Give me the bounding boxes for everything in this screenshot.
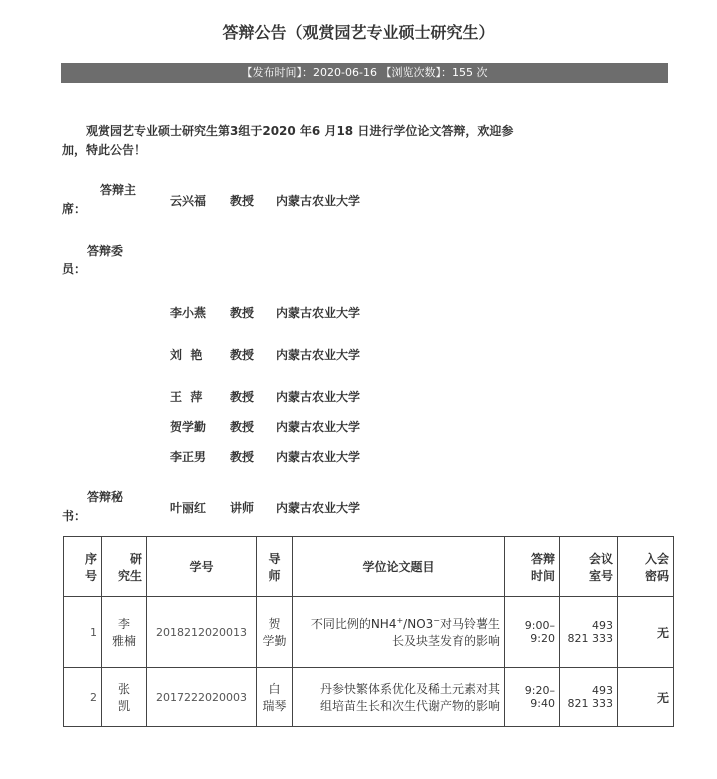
member-name: 贺学勤	[170, 420, 207, 434]
row-seq: 2	[64, 668, 102, 727]
view-count-label: 【浏览次数】	[380, 66, 441, 79]
chair-label-2: 席：	[62, 202, 87, 216]
row-thesis-title: 不同比例的NH4+/NO3−对马铃薯生 长及块茎发育的影响	[293, 597, 505, 668]
member-org: 内蒙古农业大学	[276, 390, 361, 404]
member-name: 王 萍	[170, 390, 203, 404]
view-count-unit: 次	[476, 66, 488, 79]
defense-schedule-table	[63, 536, 674, 727]
row-room-number: 493 821 333	[560, 597, 618, 668]
row-advisor: 白 瑞琴	[257, 668, 293, 727]
header-advisor: 导 师	[257, 537, 293, 597]
member-org: 内蒙古农业大学	[276, 420, 361, 434]
table-header-row	[64, 537, 674, 597]
table-row	[64, 668, 674, 727]
member-title: 教授	[230, 306, 255, 320]
secretary-label-1: 答辩秘	[87, 490, 124, 504]
header-room-number: 会议 室号	[560, 537, 618, 597]
member-name: 李小燕	[170, 306, 207, 320]
member-org: 内蒙古农业大学	[276, 348, 361, 362]
row-password: 无	[618, 597, 674, 668]
row-defense-time: 9:20– 9:40	[505, 668, 560, 727]
member-name: 李正男	[170, 450, 207, 464]
members-label-2: 员：	[62, 262, 87, 276]
row-thesis-title: 丹参快繁体系优化及稀土元素对其 组培苗生长和次生代谢产物的影响	[293, 668, 505, 727]
intro-paragraph	[62, 122, 552, 160]
page-title: 答辩公告（观赏园艺专业硕士研究生）	[222, 23, 495, 42]
chair-title: 教授	[230, 194, 255, 208]
publish-info-bar: 【发布时间】：2020-06-16 【浏览次数】：155 次	[61, 63, 668, 83]
header-defense-time: 答辩 时间	[505, 537, 560, 597]
secretary-label-2: 书：	[62, 509, 87, 523]
intro-line-1: 观赏园艺专业硕士研究生第3组于2020 年6 月18 日进行学位论文答辩，欢迎参	[86, 124, 514, 138]
members-label-1: 答辩委	[87, 244, 124, 258]
row-student: 李 雅楠	[102, 597, 147, 668]
secretary-title: 讲师	[230, 501, 255, 515]
header-password: 入会 密码	[618, 537, 674, 597]
row-advisor: 贺 学勤	[257, 597, 293, 668]
header-thesis-title: 学位论文题目	[293, 537, 505, 597]
member-title: 教授	[230, 390, 255, 404]
table-row	[64, 597, 674, 668]
row-password: 无	[618, 668, 674, 727]
member-title: 教授	[230, 420, 255, 434]
header-student-id: 学号	[147, 537, 257, 597]
intro-line-2: 加，特此公告！	[62, 143, 147, 157]
row-student-id: 2018212020013	[147, 597, 257, 668]
row-seq: 1	[64, 597, 102, 668]
secretary-org: 内蒙古农业大学	[276, 501, 361, 515]
row-student-id: 2017222020003	[147, 668, 257, 727]
chair-org: 内蒙古农业大学	[276, 194, 361, 208]
header-student: 研 究生	[102, 537, 147, 597]
chair-name: 云兴福	[170, 194, 207, 208]
member-title: 教授	[230, 348, 255, 362]
secretary-name: 叶丽红	[170, 501, 207, 515]
member-title: 教授	[230, 450, 255, 464]
view-count-value: 155	[451, 66, 473, 79]
publish-time-label: 【发布时间】	[241, 66, 303, 79]
member-org: 内蒙古农业大学	[276, 306, 361, 320]
member-name: 刘 艳	[170, 348, 203, 362]
row-room-number: 493 821 333	[560, 668, 618, 727]
row-defense-time: 9:00– 9:20	[505, 597, 560, 668]
chair-label-1: 答辩主	[100, 183, 137, 197]
row-student: 张 凯	[102, 668, 147, 727]
member-org: 内蒙古农业大学	[276, 450, 361, 464]
header-seq: 序 号	[64, 537, 102, 597]
publish-time-value: 2020-06-16	[313, 66, 377, 79]
